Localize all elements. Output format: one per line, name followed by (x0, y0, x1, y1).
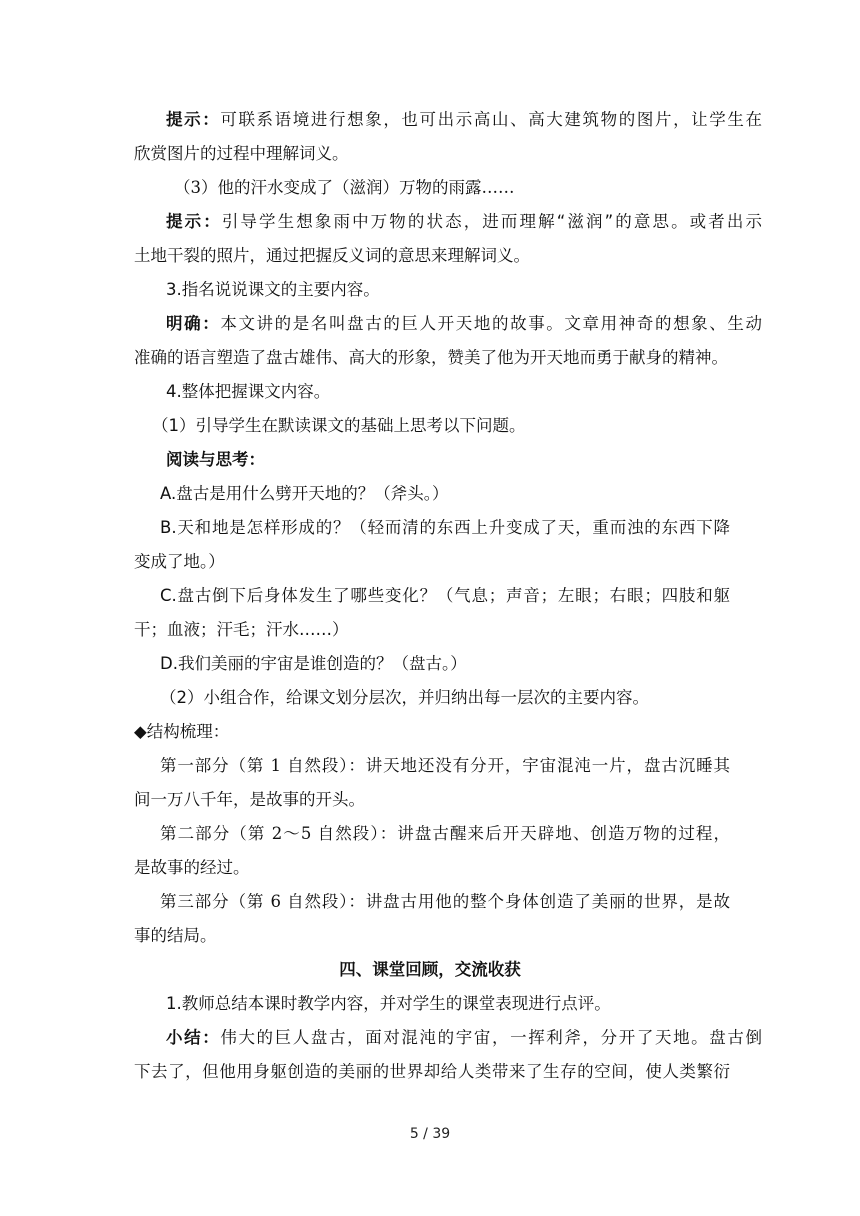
reading-heading: 阅读与思考： (166, 450, 265, 469)
hint-text: 可联系语境进行想象，也可出示高山、高大建筑物的图片，让学生在 (220, 110, 762, 129)
hint-text: 引导学生想象雨中万物的状态，进而理解“滋润”的意思。或者出示 (221, 212, 762, 231)
step-3: 3.指名说说课文的主要内容。 (166, 280, 380, 299)
summary-paragraph (166, 1026, 762, 1050)
hint-paragraph-2 (166, 210, 762, 234)
summary-label: 小结： (166, 1028, 221, 1047)
clarify-text: 本文讲的是名叫盘古的巨人开天地的故事。文章用神奇的想象、生动 (220, 314, 762, 333)
question-a: A.盘古是用什么劈开天地的？（斧头。） (160, 484, 449, 503)
example-sentence: （3）他的汗水变成了（滋润）万物的雨露…… (174, 178, 515, 197)
sub-step-1: （1）引导学生在默读课文的基础上思考以下问题。 (152, 416, 526, 435)
text-line: 欣赏图片的过程中理解词义。 (134, 144, 349, 163)
text-line: 下去了，但他用身躯创造的美丽的世界却给人类带来了生存的空间，使人类繁衍 (134, 1062, 730, 1081)
hint-label: 提示： (166, 110, 221, 129)
section-3: 第三部分（第 6 自然段）：讲盘古用他的整个身体创造了美丽的世界，是故 (160, 892, 730, 911)
summary-text: 伟大的巨人盘古，面对混沌的宇宙，一挥利斧，分开了天地。盘古倒 (220, 1028, 762, 1047)
page-number: 5 / 39 (409, 1126, 451, 1142)
text-line: 事的结局。 (134, 926, 217, 945)
text-line: 土地干裂的照片，通过把握反义词的意思来理解词义。 (134, 246, 530, 265)
question-c: C.盘古倒下后身体发生了哪些变化？（气息；声音；左眼；右眼；四肢和躯 (160, 586, 730, 605)
clarify-paragraph (166, 312, 762, 336)
step-4: 4.整体把握课文内容。 (166, 382, 331, 401)
question-b: B.天和地是怎样形成的？（轻而清的东西上升变成了天，重而浊的东西下降 (160, 518, 730, 537)
text-line: 准确的语言塑造了盘古雄伟、高大的形象，赞美了他为开天地而勇于献身的精神。 (134, 348, 728, 367)
section-1: 第一部分（第 1 自然段）：讲天地还没有分开，宇宙混沌一片，盘古沉睡其 (160, 756, 730, 775)
text-line: 是故事的经过。 (134, 858, 250, 877)
text-line: 变成了地。） (134, 552, 225, 571)
hint-paragraph-1 (166, 108, 762, 132)
hint-label: 提示： (166, 212, 222, 231)
review-step-1: 1.教师总结本课时教学内容，并对学生的课堂表现进行点评。 (166, 994, 611, 1013)
text-line: 干；血液；汗毛；汗水……） (134, 620, 349, 639)
clarify-label: 明确： (166, 314, 221, 333)
question-d: D.我们美丽的宇宙是谁创造的？（盘古。） (160, 654, 467, 673)
sub-step-2: （2）小组合作，给课文划分层次，并归纳出每一层次的主要内容。 (160, 688, 649, 707)
structure-heading: ◆结构梳理： (134, 722, 230, 741)
section-2: 第二部分（第 2～5 自然段）：讲盘古醒来后开天辟地、创造万物的过程， (160, 824, 730, 843)
text-line: 间一万八千年，是故事的开头。 (134, 790, 365, 809)
section-heading: 四、课堂回顾，交流收获 (339, 960, 521, 979)
